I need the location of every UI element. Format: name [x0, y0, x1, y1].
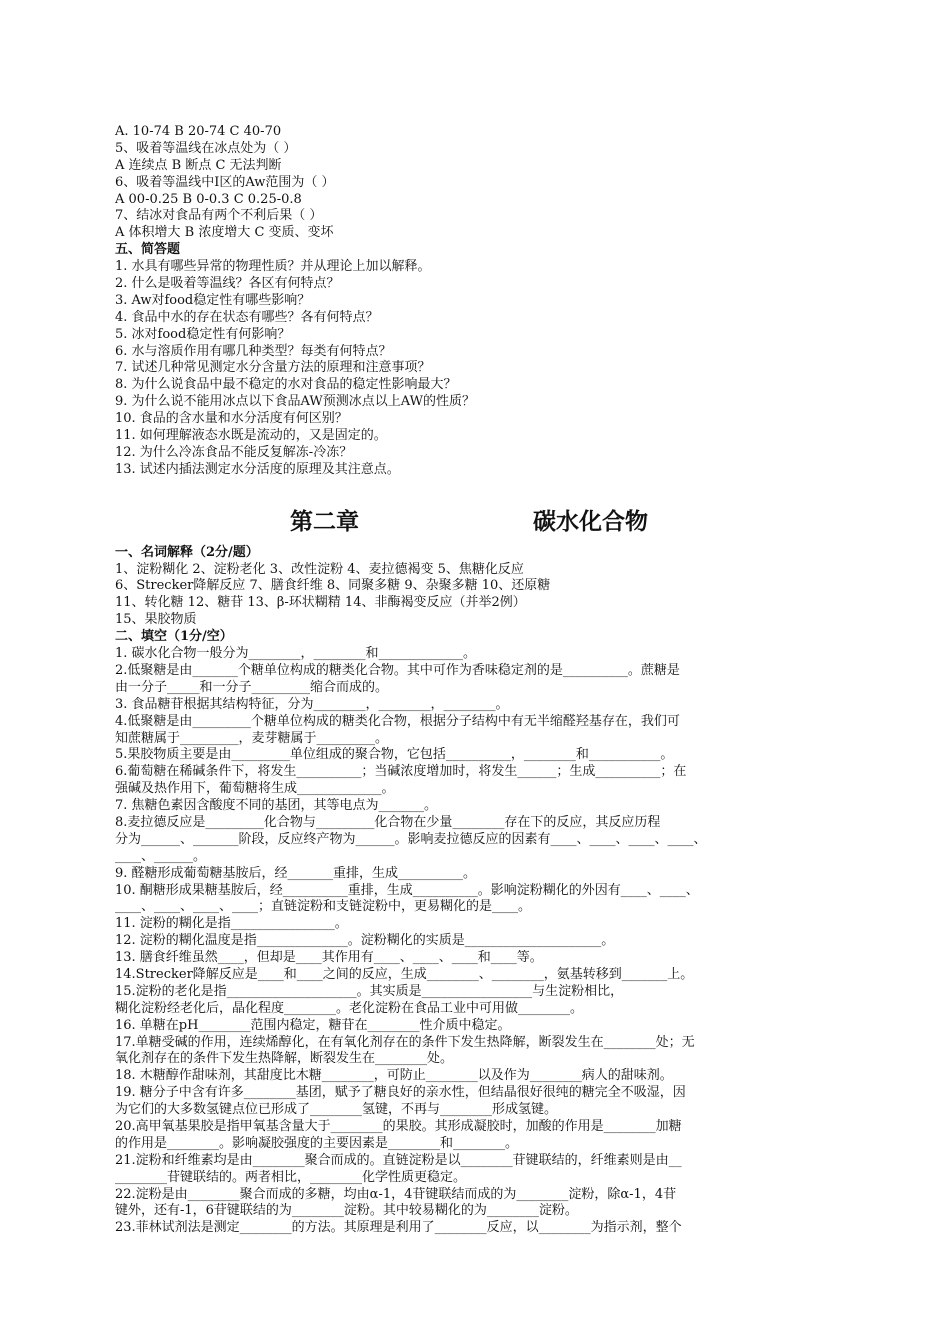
terms-list — [115, 562, 843, 630]
fill-line: 键外，还有-1，6苷键联结的为________淀粉。其中较易糊化的为________淀粉。 — [115, 1203, 578, 1219]
terms-line: 15、果胶物质 — [115, 612, 197, 628]
list-item: 6. 水与溶质作用有哪几种类型？每类有何特点？ — [115, 343, 392, 359]
fill-line: 20.高甲氧基果胶是指甲氧基含量大于________的果胶。其形成凝胶时，加酸的作用是________加糖 — [115, 1118, 682, 1134]
fill-line: 糊化淀粉经老化后，晶化程度________。老化淀粉在食品工业中可用做________。 — [115, 1000, 584, 1016]
chapter-heading — [115, 499, 843, 545]
question-7-options: A 体积增大 B 浓度增大 C 变质、变坏 — [115, 225, 334, 241]
fill-line: 为它们的大多数氢键点位已形成了________氢键，不再与________形成氢键。 — [115, 1102, 558, 1118]
question-7-line: 7、结冰对食品有两个不利后果（ ） — [115, 208, 323, 224]
fill-line: 6.葡萄糖在稀碱条件下，将发生__________；当碱浓度增加时，将发生______；生成__________；在 — [115, 764, 687, 780]
fill-line: 23.菲林试剂法是测定________的方法。其原理是利用了________反应，以________为指示剂，整个 — [115, 1220, 682, 1236]
fill-line: 2.低聚糖是由_______个糖单位构成的糖类化合物。其中可作为香味稳定剂的是__________。蔗糖是 — [115, 662, 680, 678]
fill-line: 15.淀粉的老化是指____________________。其实质是_________________与生淀粉相比， — [115, 983, 624, 999]
question-6-line: 6、吸着等温线中Ⅰ区的Aw范围为（ ） — [115, 174, 335, 190]
fill-line: 13. 膳食纤维虽然____，但却是____其作用有____、____、____和____等。 — [115, 950, 543, 966]
chapter-title: 碳水化合物 — [533, 507, 648, 535]
terms-line: 1、淀粉糊化 2、淀粉老化 3、改性淀粉 4、麦拉德褐变 5、焦糖化反应 — [115, 561, 524, 577]
fill-line: 分为______、_______阶段，反应终产物为______。影响麦拉德反应的因素有____、____、____、____、 — [115, 831, 707, 847]
list-item: 10. 食品的含水量和水分活度有何区别？ — [115, 411, 348, 427]
list-item: 13. 试述内插法测定水分活度的原理及其注意点。 — [115, 461, 400, 477]
section-5-title: 五、简答题 — [115, 242, 181, 258]
fill-line: ________苷键联结的。两者相比，________化学性质更稳定。 — [115, 1169, 467, 1185]
list-item: 8. 为什么说食品中最不稳定的水对食品的稳定性影响最大？ — [115, 377, 457, 393]
list-item: 7. 试述几种常见测定水分含量方法的原理和注意事项？ — [115, 360, 431, 376]
fill-line: 8.麦拉德反应是_________化合物与_________化合物在少量________存在下的反应，其反应历程 — [115, 814, 661, 830]
fill-line: 4.低聚糖是由_________个糖单位构成的糖类化合物，根据分子结构中有无半缩醛羟基存在，我们可 — [115, 713, 680, 729]
fill-line: 17.单糖受碱的作用，连续烯醇化，在有氧化剂存在的条件下发生热降解，断裂发生在________处；无 — [115, 1034, 695, 1050]
fill-line: 5.果胶物质主要是由_________单位组成的聚合物，它包括__________，________和___________。 — [115, 747, 674, 763]
fill-line: 7. 焦糖色素因含酸度不同的基团，其等电点为_______。 — [115, 798, 438, 814]
fill-line: 19. 糖分子中含有许多________基团，赋予了糖良好的亲水性，但结晶很好很纯的糖完全不吸湿，因 — [115, 1085, 686, 1101]
fill-line: 1. 碳水化合物一般分为________，________和_____________。 — [115, 646, 477, 662]
question-5-line: 5、吸着等温线在冰点处为（ ） — [115, 140, 297, 156]
fill-line: 18. 木糖醇作甜味剂，其甜度比木糖________，可防止________以及作为________病人的甜味剂。 — [115, 1068, 673, 1084]
option-line-a-values: A. 10-74 B 20-74 C 40-70 — [115, 124, 282, 139]
short-answer-list — [115, 259, 843, 479]
fill-line: 12. 淀粉的糊化温度是指______________。淀粉糊化的实质是_____________________。 — [115, 933, 615, 949]
fill-line: 由一分子_____和一分子_________缩合而成的。 — [115, 679, 389, 695]
fill-line: 21.淀粉和纤维素均是由________聚合而成的。直链淀粉是以________苷键联结的，纤维素则是由__ — [115, 1152, 682, 1168]
fill-list — [115, 646, 843, 1237]
terms-section-title: 一、名词解释（2分/题） — [115, 544, 259, 560]
fill-line: 氧化剂存在的条件下发生热降解，断裂发生在________处。 — [115, 1051, 454, 1067]
list-item: 3. Aw对food稳定性有哪些影响？ — [115, 292, 311, 308]
question-6-options: A 00-0.25 B 0-0.3 C 0.25-0.8 — [115, 191, 302, 207]
fill-line: 的作用是________。影响凝胶强度的主要因素是________和________。 — [115, 1135, 519, 1151]
fill-line: 14.Strecker降解反应是____和____之间的反应，生成________、________，氨基转移到_______上。 — [115, 966, 694, 982]
fill-line: 11. 淀粉的糊化是指________________。 — [115, 916, 348, 932]
page-content — [115, 124, 843, 1237]
fill-line: 知蔗糖属于_________，麦芽糖属于_________。 — [115, 730, 389, 746]
question-5-options: A 连续点 B 断点 C 无法判断 — [115, 157, 282, 173]
terms-line: 6、Strecker降解反应 7、膳食纤维 8、同聚多糖 9、杂聚多糖 10、还原糖 — [115, 578, 551, 594]
fill-line: 10. 酮糖形成果糖基胺后，经__________重排，生成__________。影响淀粉糊化的外因有____、____、 — [115, 882, 699, 898]
fill-line: 3. 食品糖苷根据其结构特征，分为________，________，________。 — [115, 696, 509, 712]
fill-line: 16. 单糖在pH________范围内稳定，糖苷在________性介质中稳定。 — [115, 1017, 511, 1033]
list-item: 4. 食品中水的存在状态有哪些？各有何特点？ — [115, 309, 379, 325]
chapter-number: 第二章 — [290, 507, 359, 535]
list-item: 2. 什么是吸着等温线？各区有何特点？ — [115, 276, 340, 292]
options-block — [115, 124, 843, 242]
list-item: 11. 如何理解液态水既是流动的，又是固定的。 — [115, 428, 387, 444]
fill-line: 22.淀粉是由________聚合而成的多糖，均由α-1，4苷键联结而成的为________淀粉，除α-1，4苷 — [115, 1186, 677, 1202]
fill-line: 强碱及热作用下，葡萄糖将生成_____________。 — [115, 781, 395, 797]
list-item: 9. 为什么说不能用冰点以下食品AW预测冰点以上AW的性质？ — [115, 394, 475, 410]
list-item: 5. 冰对food稳定性有何影响？ — [115, 326, 291, 342]
fill-line: ____、____、____、____；直链淀粉和支链淀粉中，更易糊化的是____。 — [115, 899, 532, 915]
list-item: 12. 为什么冷冻食品不能反复解冻-冷冻？ — [115, 444, 353, 460]
fill-section-title: 二、填空（1分/空） — [115, 629, 233, 645]
terms-line: 11、转化糖 12、糖苷 13、β-环状糊精 14、非酶褐变反应（并举2例） — [115, 595, 526, 611]
fill-line: 9. 醛糖形成葡萄糖基胺后，经_______重排，生成__________。 — [115, 865, 477, 881]
list-item: 1. 水具有哪些异常的物理性质？并从理论上加以解释。 — [115, 259, 431, 275]
fill-line: ____、______。 — [115, 848, 207, 864]
